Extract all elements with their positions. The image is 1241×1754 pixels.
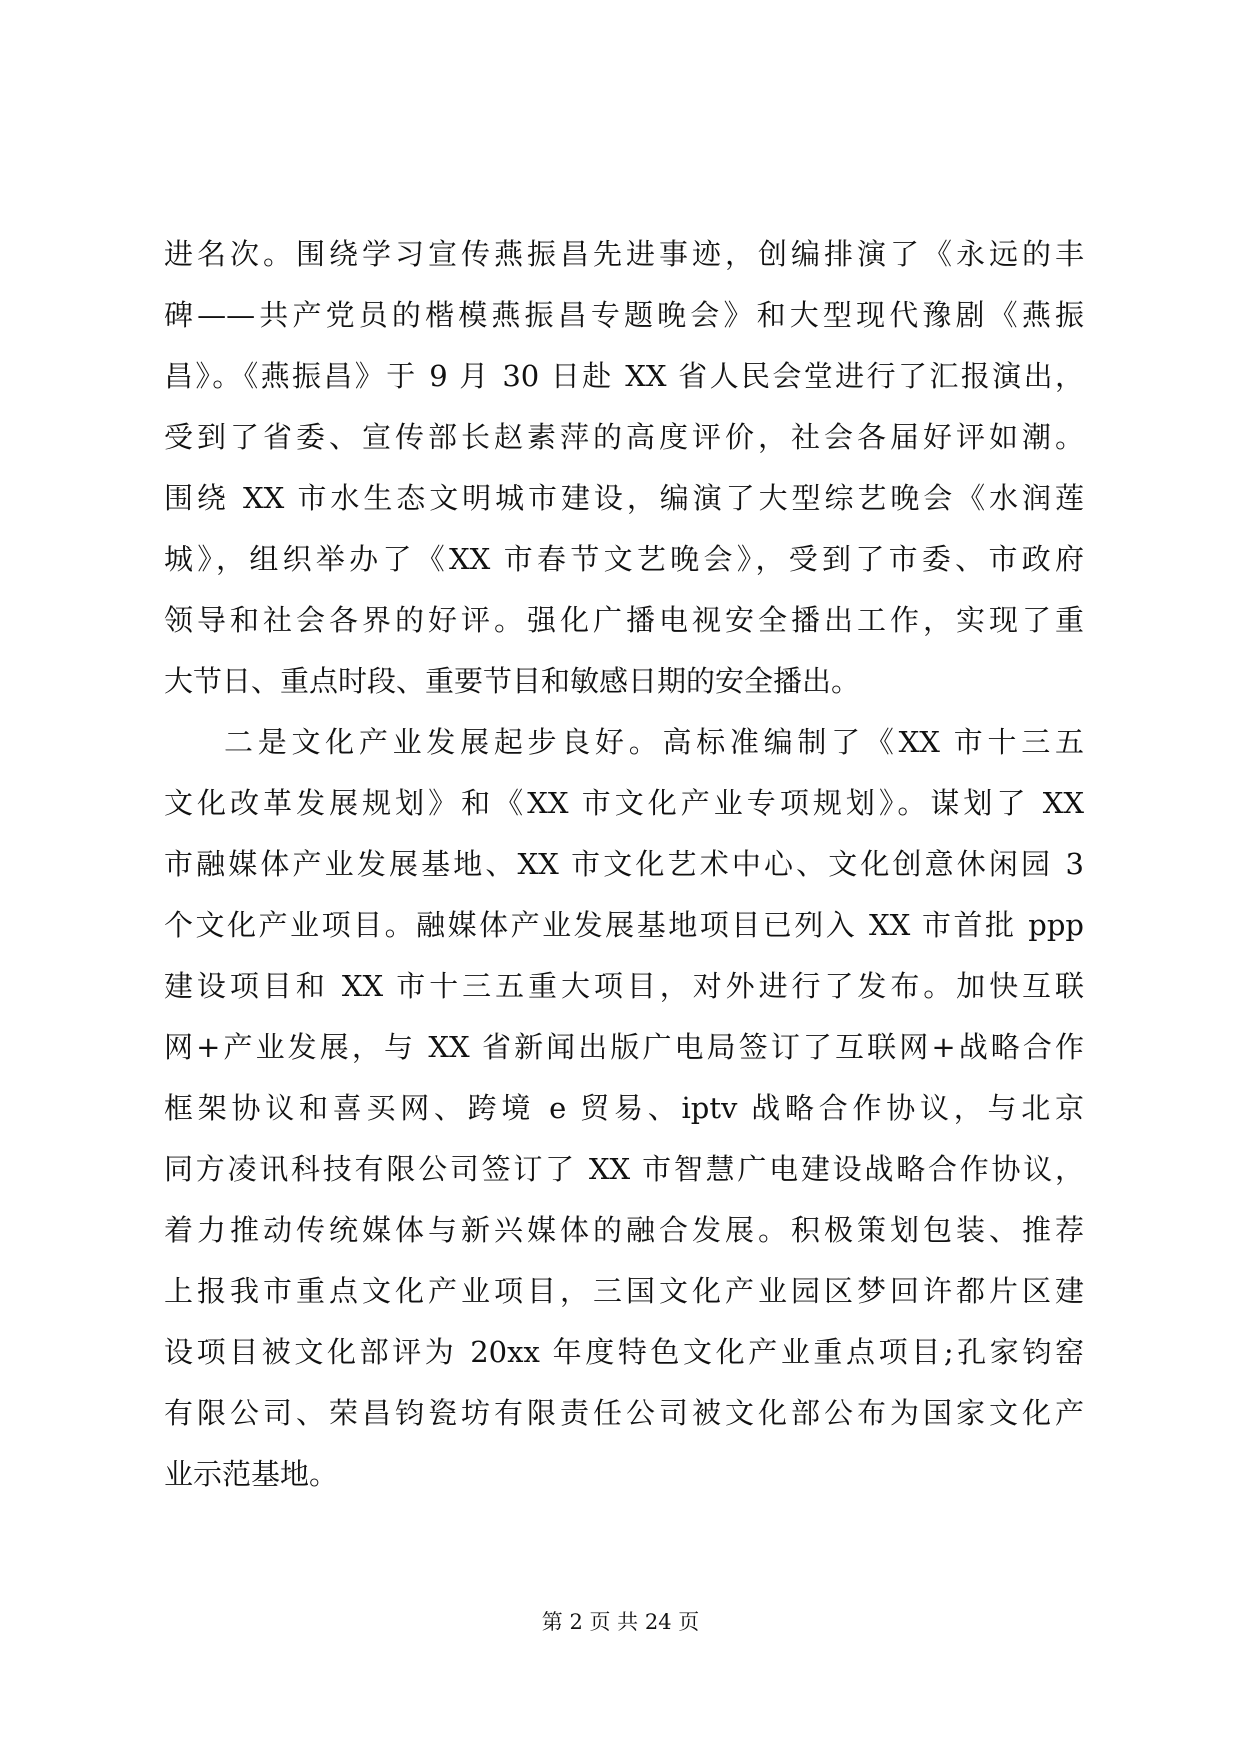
text-line: 建设项目和 XX 市十三五重大项目，对外进行了发布。加快互联 bbox=[164, 969, 1084, 1003]
text-line: 上报我市重点文化产业项目，三国文化产业园区梦回许都片区建 bbox=[164, 1274, 1084, 1308]
text-line: 同方凌讯科技有限公司签订了 XX 市智慧广电建设战略合作协议， bbox=[164, 1152, 1084, 1186]
text-line: 个文化产业项目。融媒体产业发展基地项目已列入 XX 市首批 ppp bbox=[164, 908, 1084, 942]
text-line: 碑——共产党员的楷模燕振昌专题晚会》和大型现代豫剧《燕振 bbox=[164, 298, 1084, 332]
text-line: 昌》。《燕振昌》于 9 月 30 日赴 XX 省人民会堂进行了汇报演出， bbox=[164, 359, 1084, 393]
page-number-footer: 第 2 页 共 24 页 bbox=[541, 1610, 700, 1634]
text-line: 市融媒体产业发展基地、XX 市文化艺术中心、文化创意休闲园 3 bbox=[164, 847, 1084, 881]
text-line: 领导和社会各界的好评。强化广播电视安全播出工作，实现了重 bbox=[164, 603, 1084, 637]
text-line: 网+产业发展，与 XX 省新闻出版广电局签订了互联网+战略合作 bbox=[164, 1030, 1084, 1064]
text-line: 设项目被文化部评为 20xx 年度特色文化产业重点项目;孔家钧窑 bbox=[164, 1335, 1084, 1369]
body-text bbox=[164, 224, 1084, 1505]
text-line: 大节日、重点时段、重要节目和敏感日期的安全播出。 bbox=[164, 664, 861, 698]
text-line: 框架协议和喜买网、跨境 e 贸易、iptv 战略合作协议，与北京 bbox=[164, 1091, 1084, 1125]
text-line: 进名次。围绕学习宣传燕振昌先进事迹，创编排演了《永远的丰 bbox=[164, 237, 1084, 271]
text-line: 着力推动传统媒体与新兴媒体的融合发展。积极策划包装、推荐 bbox=[164, 1213, 1084, 1247]
text-line: 业示范基地。 bbox=[164, 1457, 339, 1491]
text-line: 围绕 XX 市水生态文明城市建设，编演了大型综艺晚会《水润莲 bbox=[164, 481, 1084, 515]
text-line: 受到了省委、宣传部长赵素萍的高度评价，社会各届好评如潮。 bbox=[164, 420, 1084, 454]
text-line: 城》，组织举办了《XX 市春节文艺晚会》，受到了市委、市政府 bbox=[164, 542, 1084, 576]
paragraph-start-line: 二是文化产业发展起步良好。高标准编制了《XX 市十三五 bbox=[224, 725, 1084, 759]
text-line: 文化改革发展规划》和《XX 市文化产业专项规划》。谋划了 XX bbox=[164, 786, 1084, 820]
text-line: 有限公司、荣昌钧瓷坊有限责任公司被文化部公布为国家文化产 bbox=[164, 1396, 1084, 1430]
